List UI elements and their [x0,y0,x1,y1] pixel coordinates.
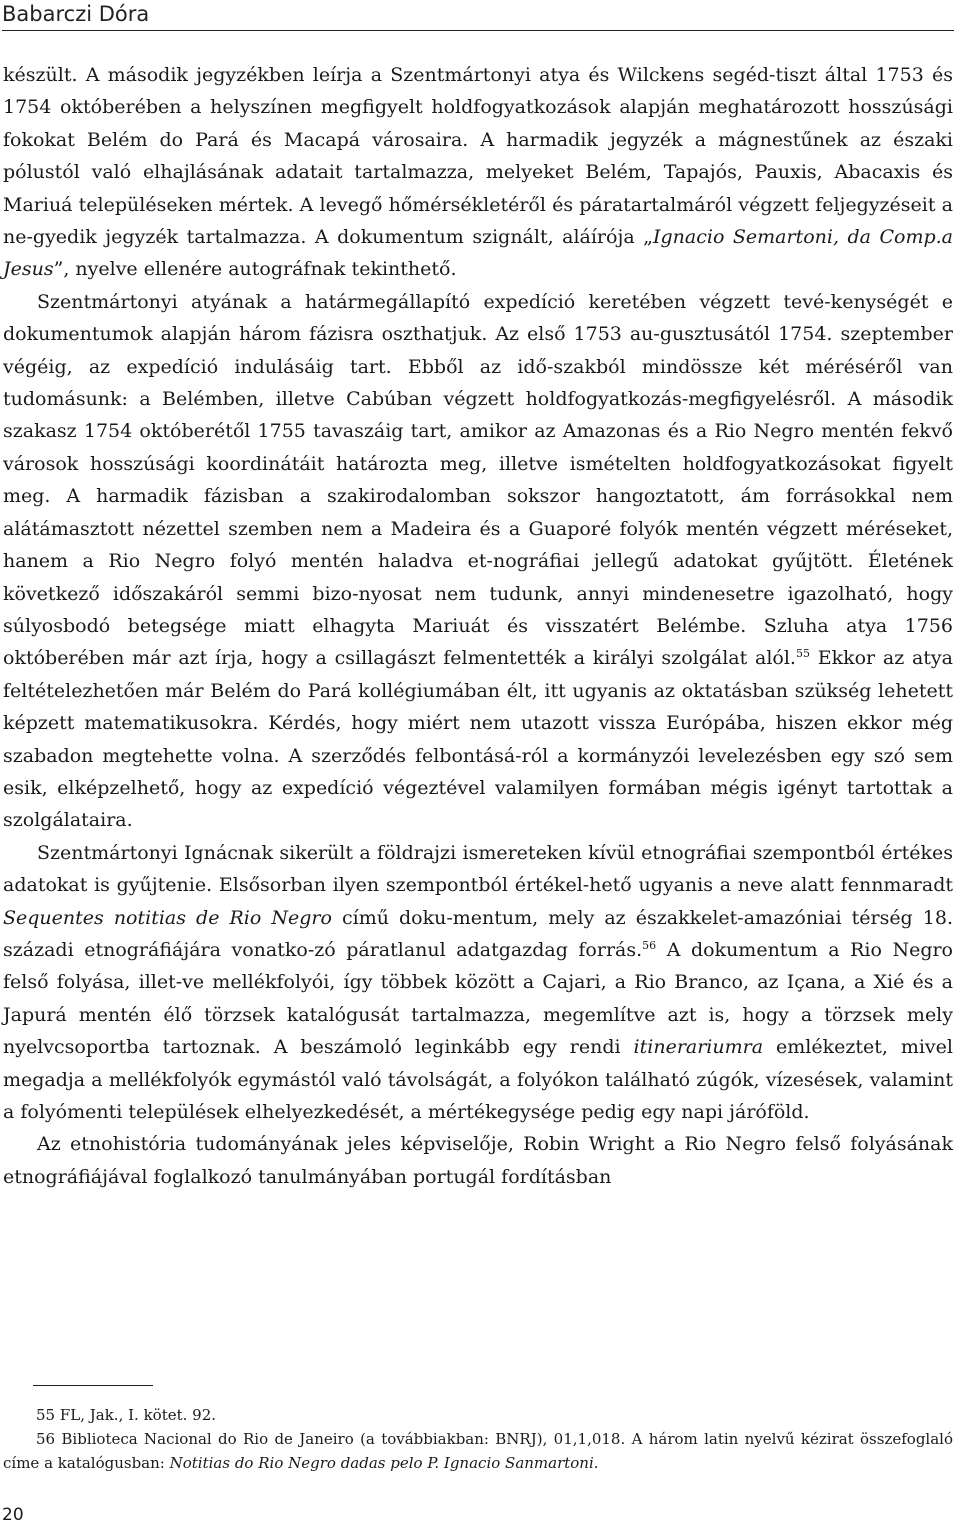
footnotes [3,1403,953,1475]
catalog-title: Notitias do Rio Negro dadas pelo P. Ignacio Sanmartoni. [169,1454,599,1472]
italic-term: itinerariumra [633,1036,764,1059]
document-title: Sequentes notitias de Rio Negro [3,906,332,929]
footnote-ref-56[interactable]: 56 [642,938,657,952]
paragraph-4: Az etnohistória tudományának jeles képviselője, Robin Wright a Rio Negro felső folyásának etnográfiájával foglalkozó tanulmányában portugál fordításban [3,1133,953,1188]
paragraph-2: Szentmártonyi atyának a határmegállapító expedíció keretében végzett tevé-kenységét e dokumentumok alapján három fázisra oszthatjuk. Az első 1753 au-gusztusától 1754. szeptember végéig, az expedíció indulásáig tart. Ebből az idő-szakból mindössze két méréséről van tudomásunk: a Belémben, illetve Cabúban végzett holdfogyatkozás-megfigyelésről. A második szakasz 1754 októberétől 1755 tavaszáig tart, amikor az Amazonas és a Rio Negro mentén fekvő városok hosszúsági koordinátáit határozta meg, illetve ismételten holdfogyatkozásokat figyelt meg. A harmadik fázisban a szakirodalomban sokszor hangoztatott, ám forrásokkal nem alátámasztott nézettel szemben nem a Madeira és a Guaporé folyók mentén végzett méréseket, hanem a Rio Negro folyó mentén haladva et-nográfiai jellegű adatokat gyűjtött. Életének következő időszakáról semmi bizo-nyosat nem tudunk, annyi mindenesetre igazolható, hogy súlyosbodó betegsége miatt elhagyta Mariuát és visszatért Belémbe. Szluha atya 1756 októberében már azt írja, hogy a csillagászt felmentették a királyi szolgálat alól.$^{55}$ Ekkor az atya feltételezhetően már Belém do Pará kollégiumában élt, itt ugyanis az oktatásban szükség lehetett képzett matematikusokra. Kérdés, hogy miért nem utazott vissza Európába, hiszen ekkor még szabadon megtehette volna. A szerződés felbontásá-ról a kormányzói levelezésben egy szó sem esik, elképzelhető, hogy az expedíció végeztével valamilyen formában mégis igényt tartottak a szolgálataira. [3,290,953,832]
page-number: 20 [2,1505,24,1525]
footnote-55: 55 FL, Jak., I. kötet. 92. [36,1406,217,1424]
paragraph-1: készült. A második jegyzékben leírja a Szentmártonyi atya és Wilckens segéd-tiszt által 1753 és 1754 októberében a helyszínen megfigyelt holdfogyatkozások alapján meghatározott hosszúsági fokokat Belém do Pará és Macapá városaira. A harmadik jegyzék a mágnestűnek az északi pólustól való elhajlásának adatait tartalmazza, melyeket Belém, Tapajós, Pauxis, Abacaxis és Mariuá településeken mértek. A levegő hőmérsékletéről és páratartalmáról végzett feljegyzéseit a ne-gyedik jegyzék tartalmazza. A dokumentum szignált, aláírója „Ignacio Semartoni, da Comp.a Jesus”, nyelve ellenére autográfnak tekinthető. [3,64,954,281]
running-head-author: Babarczi Dóra [2,2,150,26]
paragraph-3: Szentmártonyi Ignácnak sikerült a földrajzi ismereteken kívül etnográfiai szempontból értékes adatokat is gyűjtenie. Elsősorban ilyen szempontból értékel-hető ugyanis a neve alatt fennmaradt Sequentes notitias de Rio Negro című doku-mentum, mely az északkelet-amazóniai térség 18. századi etnográfiájára vonatko-zó páratlanul adatgazdag forrás.$^{56}$ A dokumentum a Rio Negro felső folyása, illet-ve mellékfolyói, így többek között a Cajari, a Rio Branco, az Içana, a Xié és a Japurá mentén élő törzsek katalógusát tartalmazza, megemlítve azt is, hogy a törzsek mely nyelvcsoportba tartoznak. A beszámoló leginkább egy rendi itinerariumra emlékeztet, mivel megadja a mellékfolyók egymástól való távolságát, a folyókon található zúgók, vízesések, valamint a folyómenti települések elhelyezkedését, a mértékegysége pedig egy napi járóföld. [3,841,953,1123]
signatory-name: Ignacio Semartoni, da Comp.a Jesus [3,226,954,281]
running-head [2,0,954,31]
footnote-56: 56 Biblioteca Nacional do Rio de Janeiro (a továbbiakban: BNRJ), 01,1,018. A három latin nyelvű kézirat összefoglaló címe a katalógusban: Notitias do Rio Negro dadas pelo P. Ignacio Sanmartoni. [3,1430,953,1472]
footnote-ref-55[interactable]: 55 [795,647,810,661]
footnote-separator [33,1385,153,1386]
body-text [3,59,953,1193]
